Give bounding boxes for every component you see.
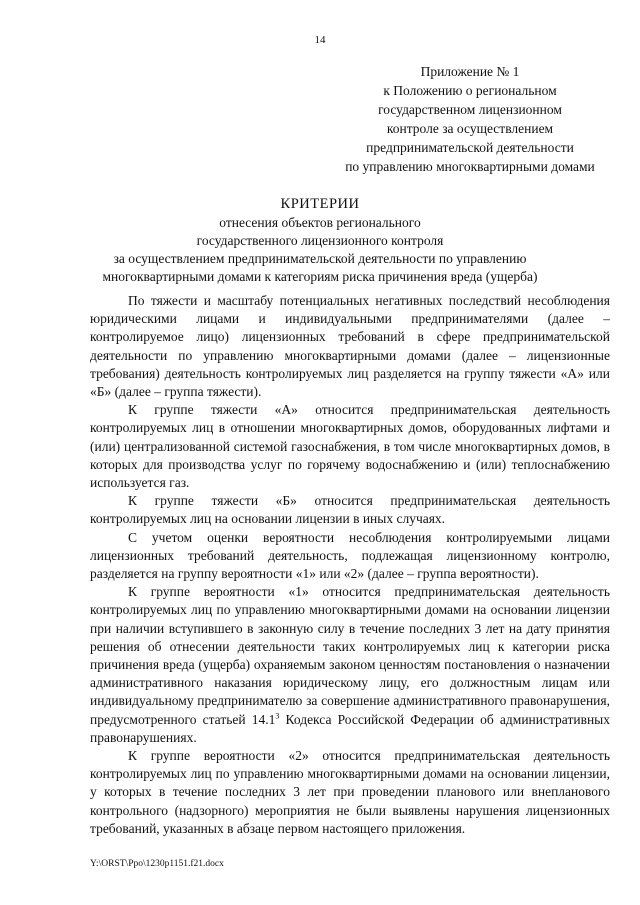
- page-number: 14: [314, 34, 326, 46]
- appendix-line: государственном лицензионном: [378, 102, 562, 117]
- appendix-line: по управлению многоквартирными домами: [345, 159, 595, 174]
- appendix-line: Приложение № 1: [420, 64, 520, 79]
- document-body: [90, 292, 610, 838]
- paragraph-text: К группе вероятности «1» относится предпринимательская деятельность контролируемых лиц по управлению многоквартирными домами на основании лицензии при наличии вступившего в законную силу в течение последних 3 лет на дату принятия решения об отнесении деятельности таких контролируемых лиц к категории риска причинения вреда (ущерба) охраняемым законом ценностям постановления о назначении административного наказания юридическому лицу, его должностным лицам или индивидуальному предпринимателю за совершение административного правонарушения, предусмотренного статьей 14.1: [90, 584, 610, 727]
- title-line: отнесения объектов регионального: [219, 215, 421, 230]
- appendix-line: к Положению о региональном: [383, 83, 557, 98]
- paragraph: К группе тяжести «А» относится предпринимательская деятельность контролируемых лиц в отношении многоквартирных домов, оборудованных лифтами и (или) централизованной системой газоснабжения, в том числе многоквартирных домов, в которых для производства услуг по горячему водоснабжению и (или) теплоснабжению используется газ.: [90, 402, 610, 491]
- paragraph: К группе вероятности «2» относится предпринимательская деятельность контролируемых лиц по управлению многоквартирными домами на основании лицензии, у которых в течение последних 3 лет при проведении планового или внепланового контрольного (надзорного) мероприятия не были выявлены нарушения лицензионных требований, указанных в абзаце первом настоящего приложения.: [90, 748, 610, 836]
- document-title: [80, 194, 560, 286]
- title-line: за осуществлением предпринимательской деятельности по управлению: [113, 251, 527, 266]
- appendix-line: предпринимательской деятельности: [366, 140, 574, 155]
- appendix-line: контроле за осуществлением: [386, 121, 554, 136]
- paragraph: К группе тяжести «Б» относится предпринимательская деятельность контролируемых лиц на основании лицензии в иных случаях.: [90, 493, 610, 527]
- paragraph: С учетом оценки вероятности несоблюдения контролируемыми лицами лицензионных требований деятельность, подлежащая лицензионному контролю, разделяется на группу вероятности «1» или «2» (далее – группа вероятности).: [90, 529, 610, 582]
- superscript: 3: [275, 711, 280, 721]
- title-heading: КРИТЕРИИ: [280, 196, 360, 212]
- paragraph-text: Кодекса Российской Федерации об административных правонарушениях.: [90, 711, 610, 745]
- appendix-header: [300, 62, 640, 176]
- title-line: многоквартирными домами к категориям риска причинения вреда (ущерба): [102, 269, 538, 284]
- title-line: государственного лицензионного контроля: [196, 233, 444, 248]
- file-path-footer: Y:\ORST\Ppo\1230p1151.f21.docx: [90, 859, 224, 869]
- paragraph: [90, 583, 610, 747]
- paragraph: По тяжести и масштабу потенциальных негативных последствий несоблюдения юридическими лицами и индивидуальными предпринимателями (далее – контролируемое лицо) лицензионных требований в сфере предпринимательской деятельности по управлению многоквартирными домами (далее – лицензионные требования) деятельность контролируемых лиц разделяется на группу тяжести «А» или «Б» (далее – группа тяжести).: [90, 293, 610, 400]
